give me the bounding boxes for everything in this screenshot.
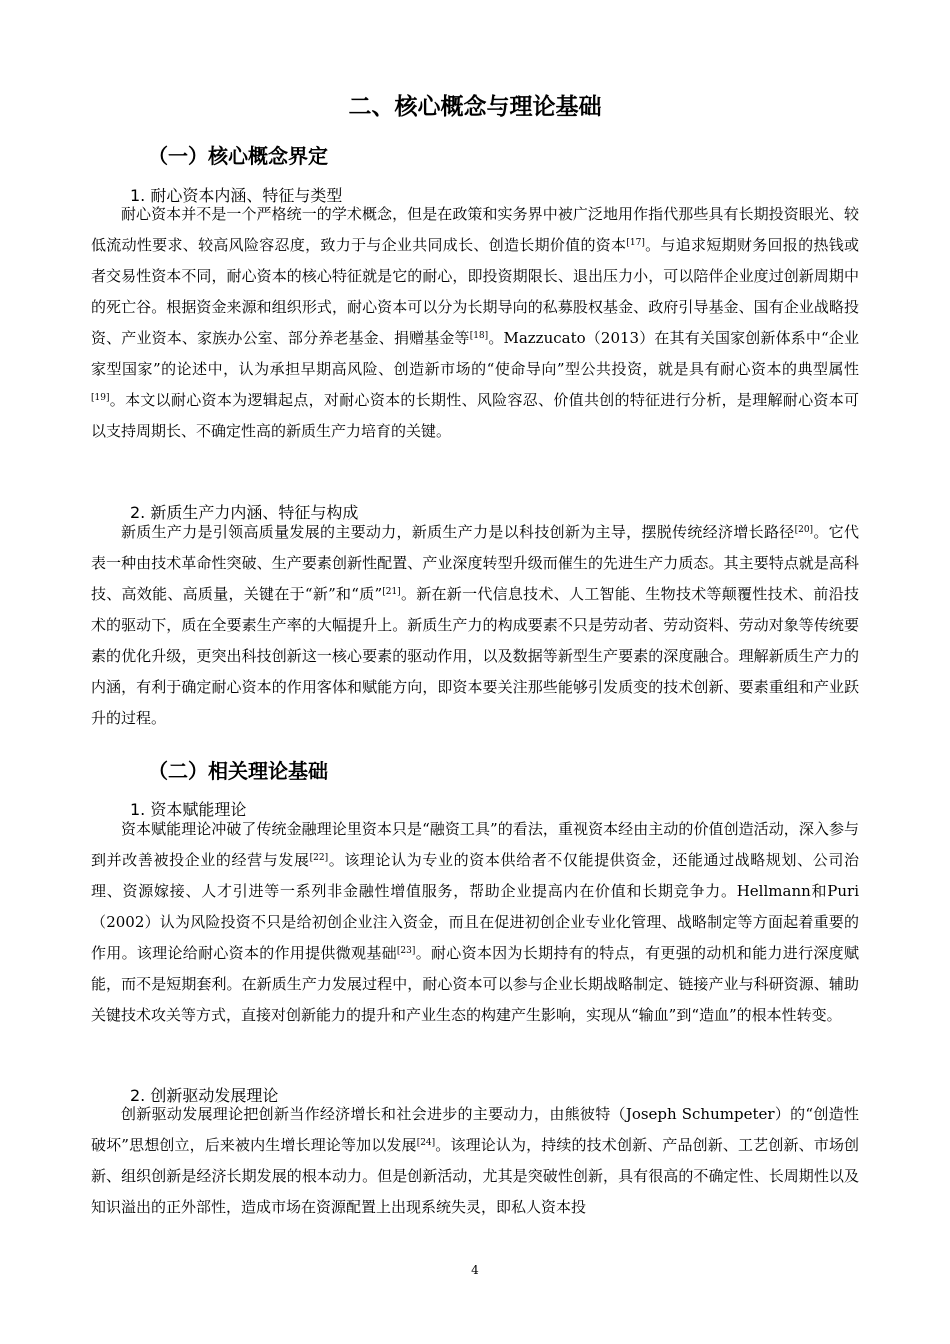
paragraph-capital-empowerment: 资本赋能理论冲破了传统金融理论里资本只是“融资工具”的看法，重视资本经由主动的价值创造活动，深入参与到并改善被投企业的经营与发展[22]。该理论认为专业的资本供给者不仅能提供资金，还能通过战略规划、公司治理、资源嫁接、人才引进等一系列非金融性增值服务，帮助企业提高内在价值和长期竞争力。Hellmann和Puri（2002）认为风险投资不只是给初创企业注入资金，而且在促进初创企业专业化管理、战略制定等方面起着重要的作用。该理论给耐心资本的作用提供微观基础[23]。耐心资本因为长期持有的特点，有更强的动机和能力进行深度赋能，而不是短期套利。在新质生产力发展过程中，耐心资本可以参与企业长期战略制定、链接产业与科研资源、辅助关键技术攻关等方式，直接对创新能力的提升和产业生态的构建产生影响，实现从“输血”到“造血”的根本性转变。: [91, 820, 859, 1024]
citation-21: [21]: [382, 587, 401, 597]
paragraph-patient-capital: 耐心资本并不是一个严格统一的学术概念，但是在政策和实务界中被广泛地用作指代那些具有长期投资眼光、较低流动性要求、较高风险容忍度，致力于与企业共同成长、创造长期价值的资本[17]。与追求短期财务回报的热钱或者交易性资本不同，耐心资本的核心特征就是它的耐心，即投资期限长、退出压力小，可以陪伴企业度过创新周期中的死亡谷。根据资金来源和组织形式，耐心资本可以分为长期导向的私募股权基金、政府引导基金、国有企业战略投资、产业资本、家族办公室、部分养老基金、捐赠基金等[18]。Mazzucato（2013）在其有关国家创新体系中“企业家型国家”的论述中，认为承担早期高风险、创造新市场的“使命导向”型公共投资，就是具有耐心资本的典型属性[19]。本文以耐心资本为逻辑起点，对耐心资本的长期性、风险容忍、价值共创的特征进行分析，是理解耐心资本可以支持周期长、不确定性高的新质生产力培育的关键。: [91, 205, 859, 440]
citation-23: [23]: [396, 946, 416, 956]
citation-18: [18]: [469, 331, 489, 341]
paragraph-innovation-driven: 创新驱动发展理论把创新当作经济增长和社会进步的主要动力，由熊彼特（Joseph Schumpeter）的“创造性破坏”思想创立，后来被内生增长理论等加以发展[24]。该理论认为，持续的技术创新、产品创新、工艺创新、市场创新、组织创新是经济长期发展的根本动力。但是创新活动，尤其是突破性创新，具有很高的不确定性、长周期性以及知识溢出的正外部性，造成市场在资源配置上出现系统失灵，即私人资本投: [91, 1105, 859, 1216]
citation-17: [17]: [626, 238, 645, 248]
chapter-title: 二、核心概念与理论基础: [348, 94, 602, 120]
subsection-heading-innovation-driven: 2. 创新驱动发展理论: [130, 1086, 279, 1105]
subsection-heading-capital-empowerment: 1. 资本赋能理论: [130, 800, 247, 819]
subsection-heading-patient-capital: 1. 耐心资本内涵、特征与类型: [130, 186, 343, 205]
section-heading-related-theory: （二）相关理论基础: [148, 759, 328, 783]
section-heading-core-concepts: （一）核心概念界定: [148, 144, 328, 168]
page-number: 4: [471, 1263, 479, 1277]
citation-22: [22]: [309, 853, 329, 863]
citation-24: [24]: [416, 1138, 436, 1148]
subsection-heading-new-productivity: 2. 新质生产力内涵、特征与构成: [130, 503, 359, 522]
paragraph-new-productivity: 新质生产力是引领高质量发展的主要动力，新质生产力是以科技创新为主导，摆脱传统经济增长路径[20]。它代表一种由技术革命性突破、生产要素创新性配置、产业深度转型升级而催生的先进生产力质态。其主要特点就是高科技、高效能、高质量，关键在于“新”和“质”[21]。新在新一代信息技术、人工智能、生物技术等颠覆性技术、前沿技术的驱动下，质在全要素生产率的大幅提升上。新质生产力的构成要素不只是劳动者、劳动资料、劳动对象等传统要素的优化升级，更突出科技创新这一核心要素的驱动作用，以及数据等新型生产要素的深度融合。理解新质生产力的内涵，有利于确定耐心资本的作用客体和赋能方向，即资本要关注那些能够引发质变的技术创新、要素重组和产业跃升的过程。: [91, 523, 859, 727]
citation-20: [20]: [794, 525, 814, 535]
citation-19: [19]: [91, 393, 110, 403]
